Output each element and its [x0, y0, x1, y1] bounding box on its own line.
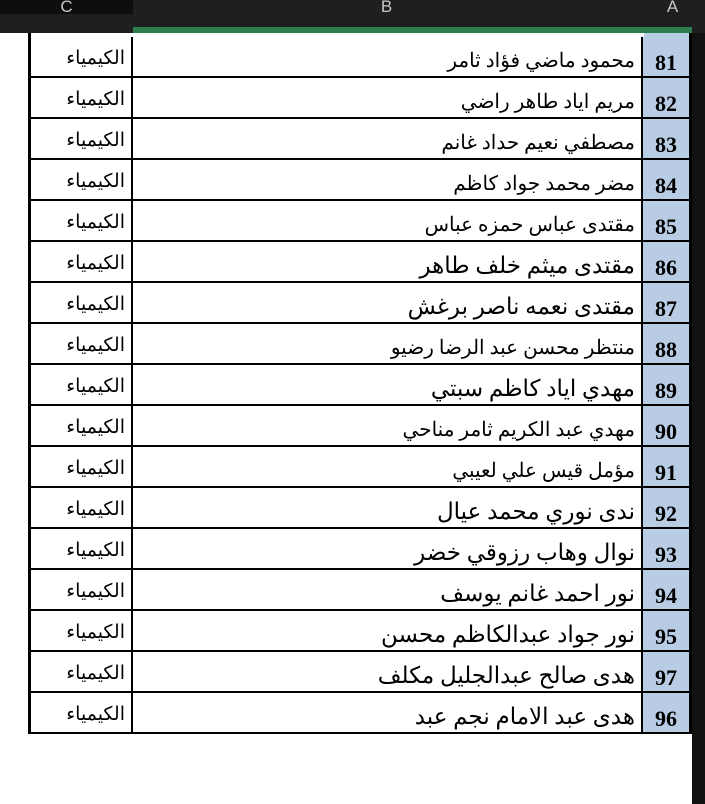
student-name-cell[interactable]: هدى عبد الامام نجم عبد [133, 693, 643, 734]
subject-cell[interactable]: الكيمياء [28, 488, 133, 529]
subject-cell[interactable]: الكيمياء [28, 160, 133, 201]
row-number-cell[interactable]: 87 [643, 283, 692, 324]
subject-cell[interactable]: الكيمياء [28, 406, 133, 447]
row-number-cell[interactable]: 82 [643, 78, 692, 119]
student-name-cell[interactable]: ندى نوري محمد عيال [133, 488, 643, 529]
student-name-cell[interactable]: محمود ماضي فؤاد ثامر [133, 37, 643, 78]
table-row [28, 406, 692, 447]
row-number-cell[interactable]: 83 [643, 119, 692, 160]
row-number-cell[interactable]: 84 [643, 160, 692, 201]
table-row [28, 160, 692, 201]
student-name-cell[interactable]: مقتدى عباس حمزه عباس [133, 201, 643, 242]
table-row [28, 283, 692, 324]
student-name-cell[interactable]: مؤمل قيس علي لعيبي [133, 447, 643, 488]
table-row [28, 652, 692, 693]
subject-cell[interactable]: الكيمياء [28, 37, 133, 78]
table-row [28, 324, 692, 365]
row-number-cell[interactable]: 92 [643, 488, 692, 529]
row-number-cell[interactable]: 95 [643, 611, 692, 652]
subject-cell[interactable]: الكيمياء [28, 242, 133, 283]
row-number-cell[interactable]: 88 [643, 324, 692, 365]
row-number-cell[interactable]: 89 [643, 365, 692, 406]
student-name-cell[interactable]: مقتدى نعمه ناصر برغش [133, 283, 643, 324]
scrollbar-track[interactable] [692, 33, 705, 804]
table-row [28, 365, 692, 406]
table-row [28, 488, 692, 529]
subject-cell[interactable]: الكيمياء [28, 365, 133, 406]
column-header-c[interactable]: C [0, 0, 133, 14]
subject-cell[interactable]: الكيمياء [28, 652, 133, 693]
table-row [28, 37, 692, 78]
table-row [28, 242, 692, 283]
row-number-cell[interactable]: 86 [643, 242, 692, 283]
student-name-cell[interactable]: مقتدى ميثم خلف طاهر [133, 242, 643, 283]
row-number-cell[interactable]: 94 [643, 570, 692, 611]
row-number-cell[interactable]: 85 [643, 201, 692, 242]
subject-cell[interactable]: الكيمياء [28, 119, 133, 160]
row-number-cell[interactable]: 97 [643, 652, 692, 693]
subject-cell[interactable]: الكيمياء [28, 324, 133, 365]
student-name-cell[interactable]: مصطفي نعيم حداد غانم [133, 119, 643, 160]
student-name-cell[interactable]: مهدي عبد الكريم ثامر مناحي [133, 406, 643, 447]
student-name-cell[interactable]: نور احمد غانم يوسف [133, 570, 643, 611]
column-header-b[interactable]: B [133, 0, 640, 14]
table-row [28, 201, 692, 242]
subject-cell[interactable]: الكيمياء [28, 693, 133, 734]
row-number-cell[interactable]: 93 [643, 529, 692, 570]
row-number-cell[interactable]: 81 [643, 37, 692, 78]
student-name-cell[interactable]: مريم اياد طاهر راضي [133, 78, 643, 119]
table-row [28, 447, 692, 488]
subject-cell[interactable]: الكيمياء [28, 611, 133, 652]
student-name-cell[interactable]: نوال وهاب رزوقي خضر [133, 529, 643, 570]
subject-cell[interactable]: الكيمياء [28, 529, 133, 570]
student-name-cell[interactable]: مضر محمد جواد كاظم [133, 160, 643, 201]
row-number-cell[interactable]: 90 [643, 406, 692, 447]
subject-cell[interactable]: الكيمياء [28, 283, 133, 324]
student-name-cell[interactable]: منتظر محسن عبد الرضا رضيو [133, 324, 643, 365]
student-name-cell[interactable]: مهدي اياد كاظم سبتي [133, 365, 643, 406]
table-row [28, 529, 692, 570]
student-name-cell[interactable]: هدى صالح عبدالجليل مكلف [133, 652, 643, 693]
subject-cell[interactable]: الكيمياء [28, 447, 133, 488]
subject-cell[interactable]: الكيمياء [28, 570, 133, 611]
column-header-a[interactable]: A [640, 0, 705, 14]
table-row [28, 611, 692, 652]
subject-cell[interactable]: الكيمياء [28, 78, 133, 119]
student-name-cell[interactable]: نور جواد عبدالكاظم محسن [133, 611, 643, 652]
table-row [28, 78, 692, 119]
table-row [28, 570, 692, 611]
row-number-cell[interactable]: 91 [643, 447, 692, 488]
table-row [28, 119, 692, 160]
subject-cell[interactable]: الكيمياء [28, 201, 133, 242]
table-row [28, 693, 692, 734]
row-number-cell[interactable]: 96 [643, 693, 692, 734]
